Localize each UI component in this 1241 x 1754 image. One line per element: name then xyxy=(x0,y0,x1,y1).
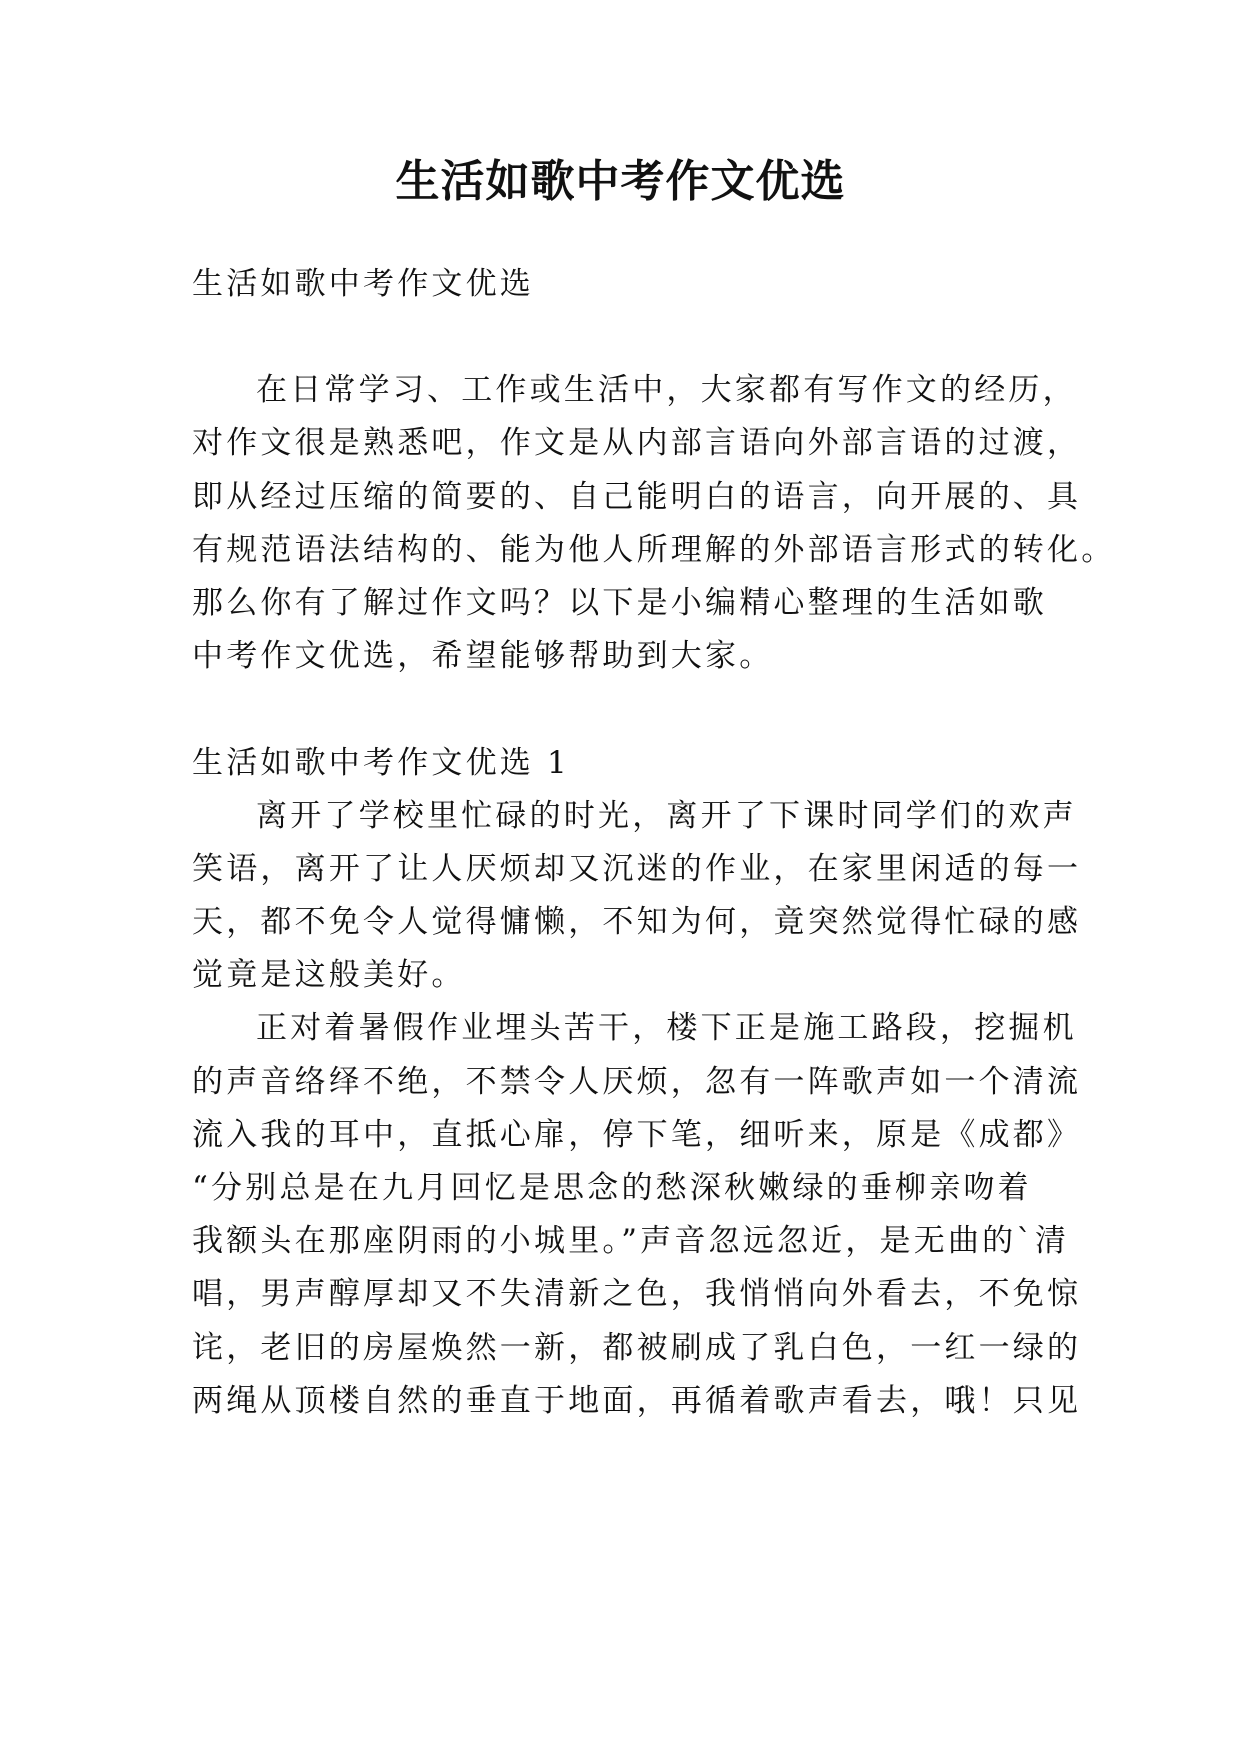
document-subtitle: 生活如歌中考作文优选 xyxy=(192,266,534,302)
paragraph-line: 唱，男声醇厚却又不失清新之色，我悄悄向外看去，不免惊 xyxy=(192,1276,1082,1312)
intro-line: 有规范语法结构的、能为他人所理解的外部语言形式的转化。 xyxy=(192,532,1116,568)
paragraph-line: 诧，老旧的房屋焕然一新，都被刷成了乳白色，一红一绿的 xyxy=(192,1330,1082,1366)
section-heading: 生活如歌中考作文优选 1 xyxy=(192,745,570,781)
paragraph-line: 笑语，离开了让人厌烦却又沉迷的作业，在家里闲适的每一 xyxy=(192,851,1082,887)
intro-line: 即从经过压缩的简要的、自己能明白的语言，向开展的、具 xyxy=(192,479,1082,515)
paragraph-line: 我额头在那座阴雨的小城里。”声音忽远忽近，是无曲的`清 xyxy=(192,1223,1070,1259)
paragraph-line: “分别总是在九月回忆是思念的愁深秋嫩绿的垂柳亲吻着 xyxy=(192,1170,1032,1206)
paragraph-line: 的声音络绎不绝，不禁令人厌烦，忽有一阵歌声如一个清流 xyxy=(192,1064,1082,1100)
paragraph-line: 两绳从顶楼自然的垂直于地面，再循着歌声看去，哦！只见 xyxy=(192,1383,1082,1419)
paragraph-line: 天，都不免令人觉得慵懒，不知为何，竟突然觉得忙碌的感 xyxy=(192,904,1082,940)
paragraph-line: 离开了学校里忙碌的时光，离开了下课时同学们的欢声 xyxy=(256,798,1077,834)
document-title: 生活如歌中考作文优选 xyxy=(395,156,846,207)
paragraph-line: 正对着暑假作业埋头苦干，楼下正是施工路段，挖掘机 xyxy=(256,1010,1077,1046)
paragraph-line: 流入我的耳中，直抵心扉，停下笔，细听来，原是《成都》 xyxy=(192,1117,1082,1153)
intro-line: 对作文很是熟悉吧，作文是从内部言语向外部言语的过渡， xyxy=(192,425,1082,461)
intro-line: 在日常学习、工作或生活中，大家都有写作文的经历， xyxy=(256,372,1077,408)
paragraph-line: 觉竟是这般美好。 xyxy=(192,957,466,993)
intro-line: 中考作文优选，希望能够帮助到大家。 xyxy=(192,638,774,674)
intro-line: 那么你有了解过作文吗？以下是小编精心整理的生活如歌 xyxy=(192,585,1047,621)
